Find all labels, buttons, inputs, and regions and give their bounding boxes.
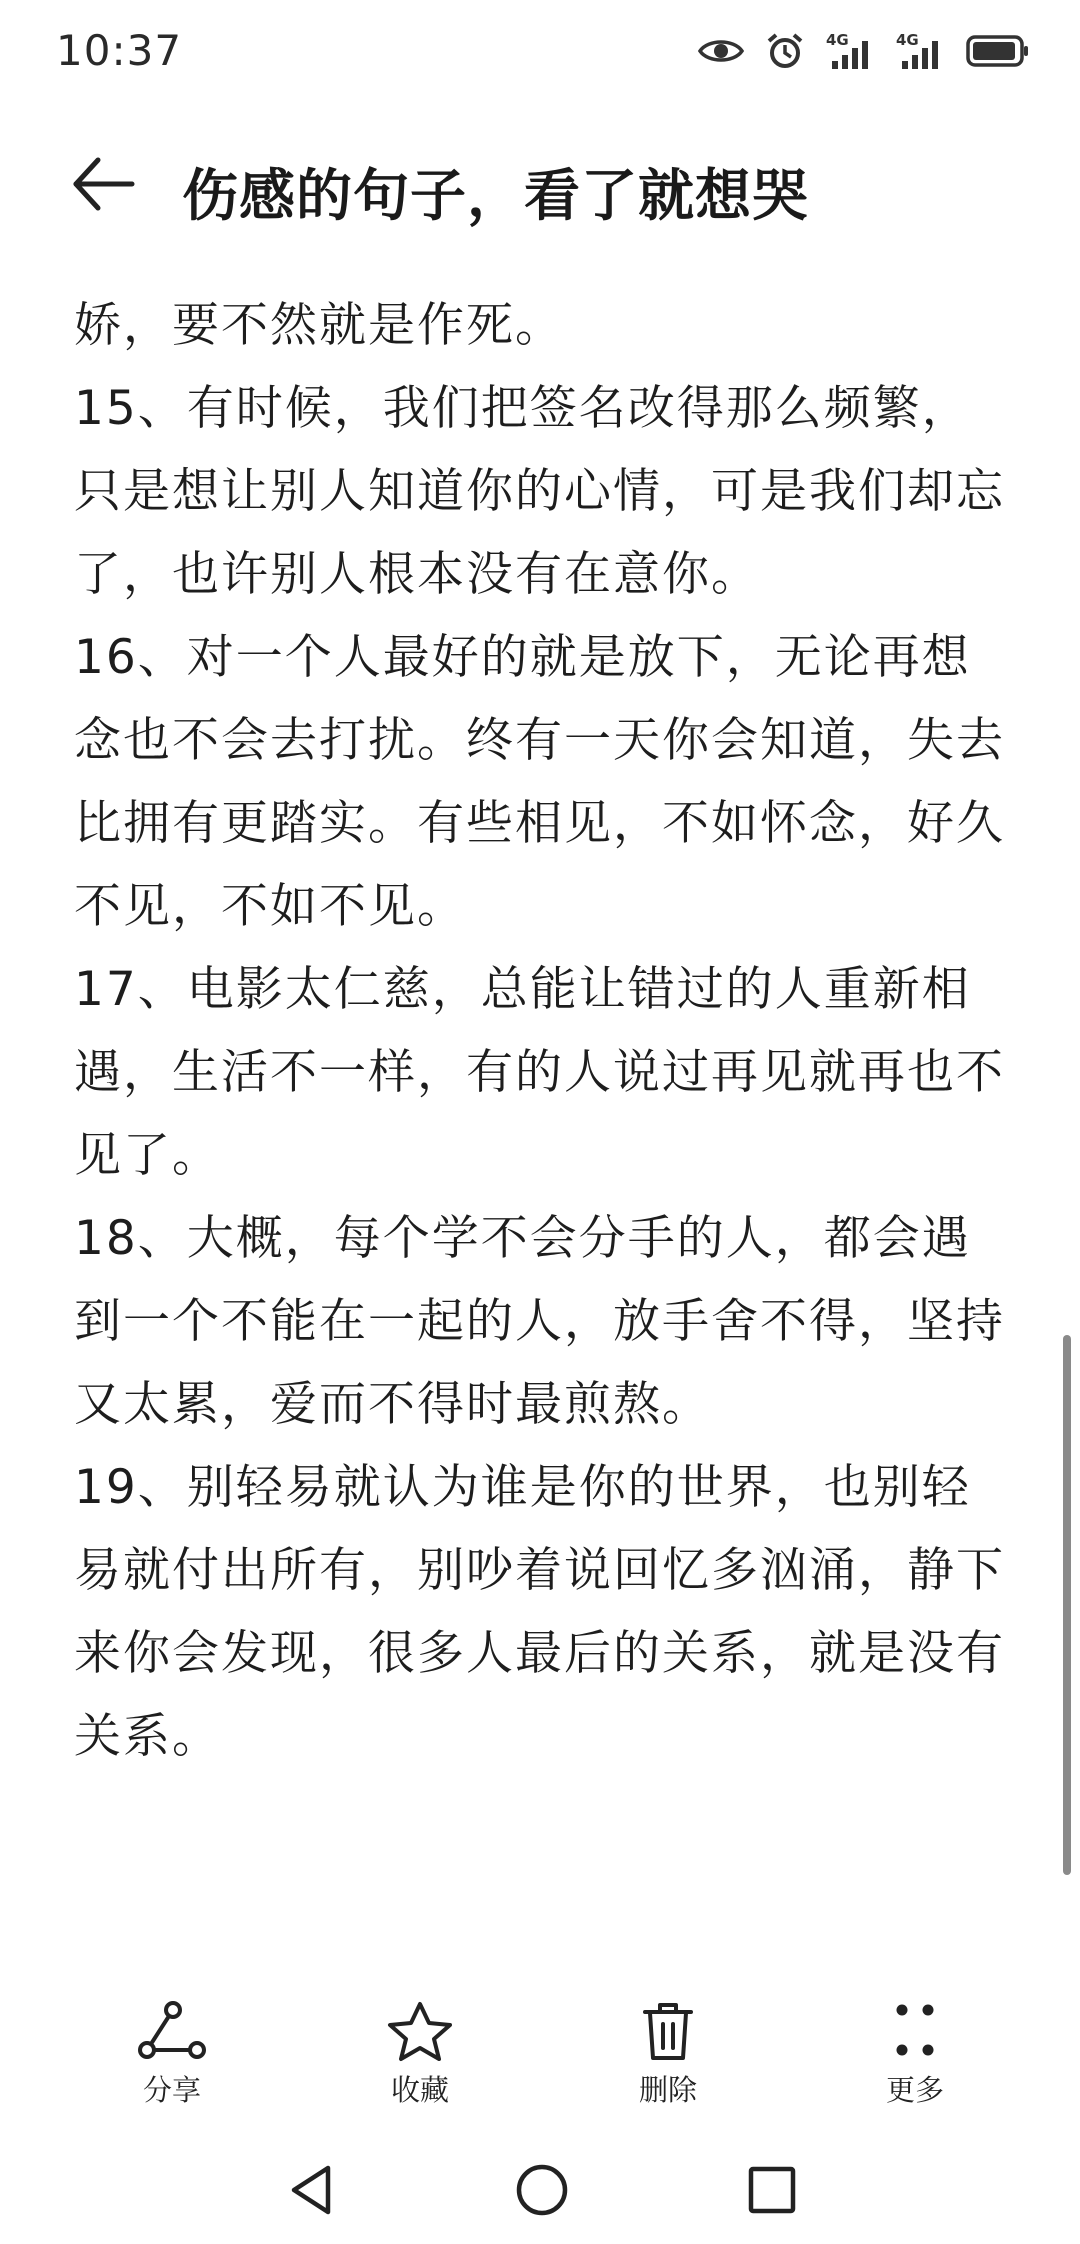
alarm-icon bbox=[766, 32, 804, 70]
delete-button[interactable] bbox=[598, 2000, 738, 2120]
article-content bbox=[74, 284, 1014, 1778]
more-button[interactable] bbox=[845, 2000, 985, 2120]
paragraph: 19、别轻易就认为谁是你的世界，也别轻易就付出所有，别吵着说回忆多汹涌，静下来你会发现，很多人最后的关系，就是没有关系。 bbox=[74, 1460, 1005, 1764]
status-time: 10:37 bbox=[56, 26, 183, 75]
paragraph: 16、对一个人最好的就是放下，无论再想念也不会去打扰。终有一天你会知道，失去比拥有更踏实。有些相见，不如怀念，好久不见，不如不见。 bbox=[74, 630, 1005, 934]
back-triangle-icon bbox=[272, 2160, 352, 2220]
eye-icon bbox=[698, 36, 744, 66]
status-icons bbox=[698, 28, 1030, 74]
navigation-bar bbox=[0, 2150, 1080, 2244]
nav-recents-button[interactable] bbox=[732, 2160, 812, 2240]
more-label: 更多 bbox=[885, 2073, 944, 2107]
scrollbar-thumb[interactable] bbox=[1063, 1335, 1071, 1875]
share-label: 分享 bbox=[142, 2073, 201, 2107]
page-title: 伤感的句子，看了就想哭 bbox=[182, 164, 809, 229]
nav-back-button[interactable] bbox=[272, 2160, 352, 2240]
paragraph: 娇，要不然就是作死。 bbox=[74, 298, 564, 353]
paragraph: 18、大概，每个学不会分手的人，都会遇到一个不能在一起的人，放手舍不得，坚持又太累，爱而不得时最煎熬。 bbox=[74, 1211, 1005, 1432]
battery-icon bbox=[966, 34, 1030, 68]
more-dots-icon bbox=[845, 2000, 985, 2062]
signal-icon bbox=[826, 31, 874, 71]
back-button[interactable] bbox=[68, 152, 148, 222]
network-type-label: 4G bbox=[896, 31, 919, 49]
paragraph: 17、电影太仁慈，总能让错过的人重新相遇，生活不一样，有的人说过再见就再也不见了。 bbox=[74, 962, 1005, 1183]
favorite-label: 收藏 bbox=[390, 2073, 449, 2107]
share-button[interactable] bbox=[102, 2000, 242, 2120]
share-icon bbox=[102, 2000, 242, 2062]
status-bar bbox=[0, 0, 1080, 100]
home-circle-icon bbox=[502, 2160, 582, 2220]
star-icon bbox=[350, 2000, 490, 2062]
recents-square-icon bbox=[732, 2160, 812, 2220]
paragraph: 15、有时候，我们把签名改得那么频繁，只是想让别人知道你的心情，可是我们却忘了，也许别人根本没有在意你。 bbox=[74, 381, 1005, 602]
network-type-label: 4G bbox=[826, 31, 849, 49]
trash-icon bbox=[598, 2000, 738, 2062]
delete-label: 删除 bbox=[638, 2073, 697, 2107]
header bbox=[0, 130, 1080, 240]
signal-icon bbox=[896, 31, 944, 71]
nav-home-button[interactable] bbox=[502, 2160, 582, 2240]
favorite-button[interactable] bbox=[350, 2000, 490, 2120]
bottom-toolbar bbox=[0, 2000, 1080, 2120]
arrow-left-icon bbox=[68, 201, 138, 220]
